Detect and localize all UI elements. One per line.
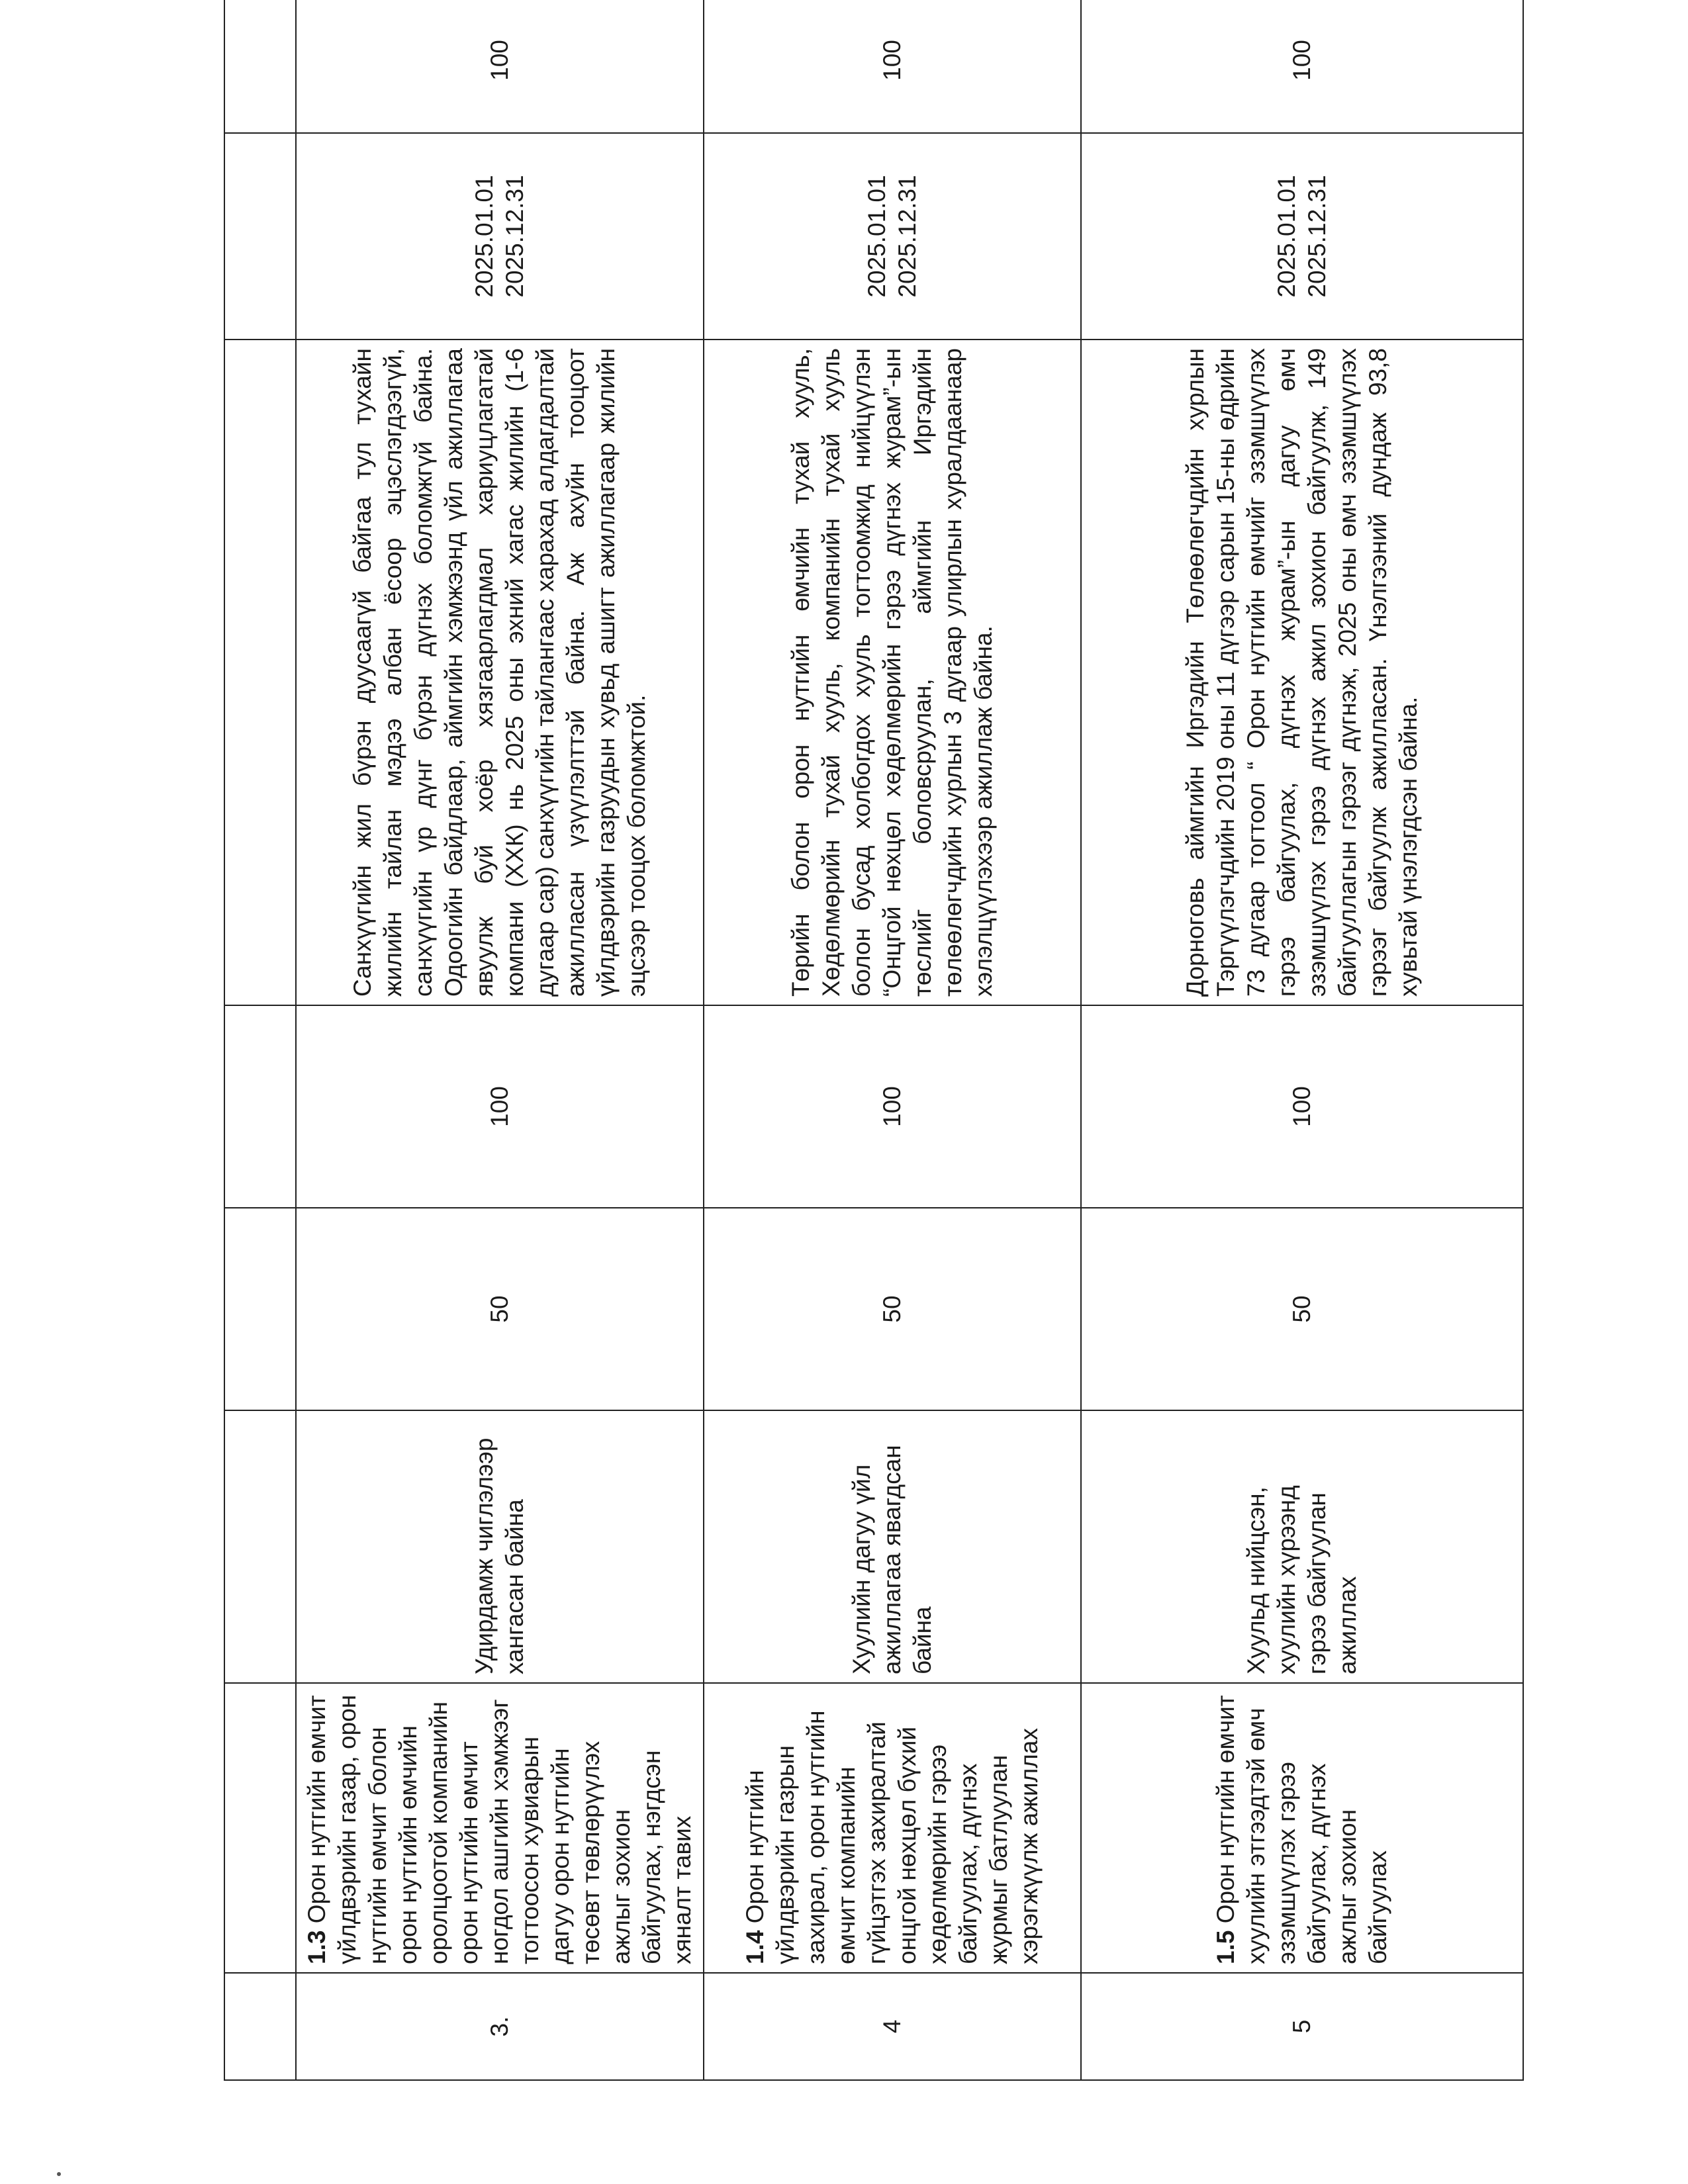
description-cell: Санхүүгийн жил бүрэн дуусаагүй байгаа тул тухайн жилийн тайлан мэдээ албан ёсоор эцэслэгдээгүй, санхүүгийн үр дүнг бүрэн дүгнэх боломжгүй байна. Одоогийн байдлаар, аймгийн хэмжээнд үйл ажиллагаа явуулж буй хоёр хязгаарлагдмал хариуцлагатай компани (ХХК) нь 2025 оны эхний хагас жилийн (1-6 дугаар сар) санхүүгийн тайлангаас харахад алдагдалтай ажилласан үзүүлэлттэй байна. Аж ахуйн тооцоот үйлдвэрийн газруудын хувьд ашигт ажиллагаар жилийн эцсээр тооцох боломжтой.	[296, 340, 704, 1005]
baseline-cell: 50	[296, 1208, 704, 1410]
percent-cell: 100	[704, 0, 1081, 133]
percent-cell: 100	[296, 0, 704, 133]
date-start: 2025.01.01	[1273, 175, 1300, 298]
description-cell: Дорноговь аймгийн Иргэдийн Төлөөлөгчдийн хурлын Тэргүүлэгчдийн 2019 оны 11 дүгээр сарын 15-ны өдрийн 73 дугаар тогтоол “ Орон нутгийн өмчийг эзэмшүүлэх гэрээ байгуулах, дүгнэх журам”-ын дагуу өмч эзэмшүүлэх гэрээ дүгнэх ажил зохион байгуулж, 149 байгууллагын гэрээг дүгнэж, 2025 оны өмч эзэмшүүлэх гэрээг байгуулж ажилласан. Үнэлгээний дундаж 93,8 хувьтай үнэлэгдсэн байна.	[1081, 340, 1523, 1005]
task-cell	[704, 1683, 1081, 1973]
scan-speck	[57, 2172, 61, 2176]
task-text: Орон нутгийн үйлдвэрийн газрын захирал, орон нутгийн өмчит компанийн гүйцэтгэх захиралтай онцгой нөхцөл бүхий хөдөлмөрийн гэрээ байгуулах, дүгнэх журмыг батлуулан хэрэгжүүлж ажиллах	[741, 1710, 1043, 1964]
row-number: 3.	[296, 1973, 704, 2080]
target-cell: 100	[1081, 1005, 1523, 1208]
blank-cell	[224, 0, 296, 133]
task-code: 1.5	[1212, 1930, 1239, 1964]
blank-cell	[224, 1208, 296, 1410]
table-row	[704, 0, 1081, 2080]
blank-cell	[224, 340, 296, 1005]
criterion-cell: Хуульд нийцсэн, хуулийн хүрээнд гэрээ байгуулан ажиллах	[1081, 1410, 1523, 1683]
baseline-cell: 50	[1081, 1208, 1523, 1410]
baseline-cell: 50	[704, 1208, 1081, 1410]
criterion-cell: Хуулийн дагуу үйл ажиллагаа явагдсан байна	[704, 1410, 1081, 1683]
date-cell	[704, 133, 1081, 340]
task-cell	[296, 1683, 704, 1973]
target-cell: 100	[296, 1005, 704, 1208]
blank-cell	[224, 1683, 296, 1973]
blank-cell	[224, 133, 296, 340]
action-plan-table	[224, 0, 1524, 2081]
date-end: 2025.12.31	[501, 175, 528, 298]
date-end: 2025.12.31	[894, 175, 921, 298]
target-cell: 100	[704, 1005, 1081, 1208]
task-cell	[1081, 1683, 1523, 1973]
date-end: 2025.12.31	[1303, 175, 1331, 298]
task-text: Орон нутгийн өмчит хуулийн этгээдтэй өмч эзэмшүүлэх гэрээ байгуулах, дүгнэх ажлыг зохион байгуулах	[1212, 1695, 1391, 1964]
table-row	[1081, 0, 1523, 2080]
row-number: 5	[1081, 1973, 1523, 2080]
blank-cell	[224, 1005, 296, 1208]
table-header-row	[224, 0, 296, 2080]
task-code: 1.3	[303, 1930, 330, 1964]
blank-cell	[224, 1410, 296, 1683]
criterion-cell: Удирдамж чиглэлээр хангасан байна	[296, 1410, 704, 1683]
rotated-page	[224, 40, 1500, 2081]
description-cell: Төрийн болон орон нутгийн өмчийн тухай хууль, Хөдөлмөрийн тухай хууль, компанийн тухай хууль болон бусад холбогдох хууль тогтоомжид нийцүүлэн “Онцгой нөхцөл хөдөлмөрийн гэрээ дүгнэх журам”-ын төслийг боловсруулан, аймгийн Иргэдийн төлөөлөгчдийн хурлын 3 дугаар улирлын хуралдаанаар хэлэлцүүлэхээр ажиллаж байна.	[704, 340, 1081, 1005]
date-cell	[296, 133, 704, 340]
task-text: Орон нутгийн өмчит үйлдвэрийн газар, орон нутгийн өмчит болон орон нутгийн өмчийн оролцоотой компанийн орон нутгийн өмчит ногдол ашгийн хэмжээг тогтоосон хувиарын дагуу орон нутгийн төсөвт төвлөрүүлэх ажлыг зохион байгуулах, нэгдсэн хяналт тавих	[303, 1694, 696, 1964]
blank-cell	[224, 1973, 296, 2080]
task-code: 1.4	[741, 1930, 769, 1964]
date-start: 2025.01.01	[863, 175, 890, 298]
date-start: 2025.01.01	[471, 175, 498, 298]
date-cell	[1081, 133, 1523, 340]
table-row	[296, 0, 704, 2080]
percent-cell: 100	[1081, 0, 1523, 133]
row-number: 4	[704, 1973, 1081, 2080]
